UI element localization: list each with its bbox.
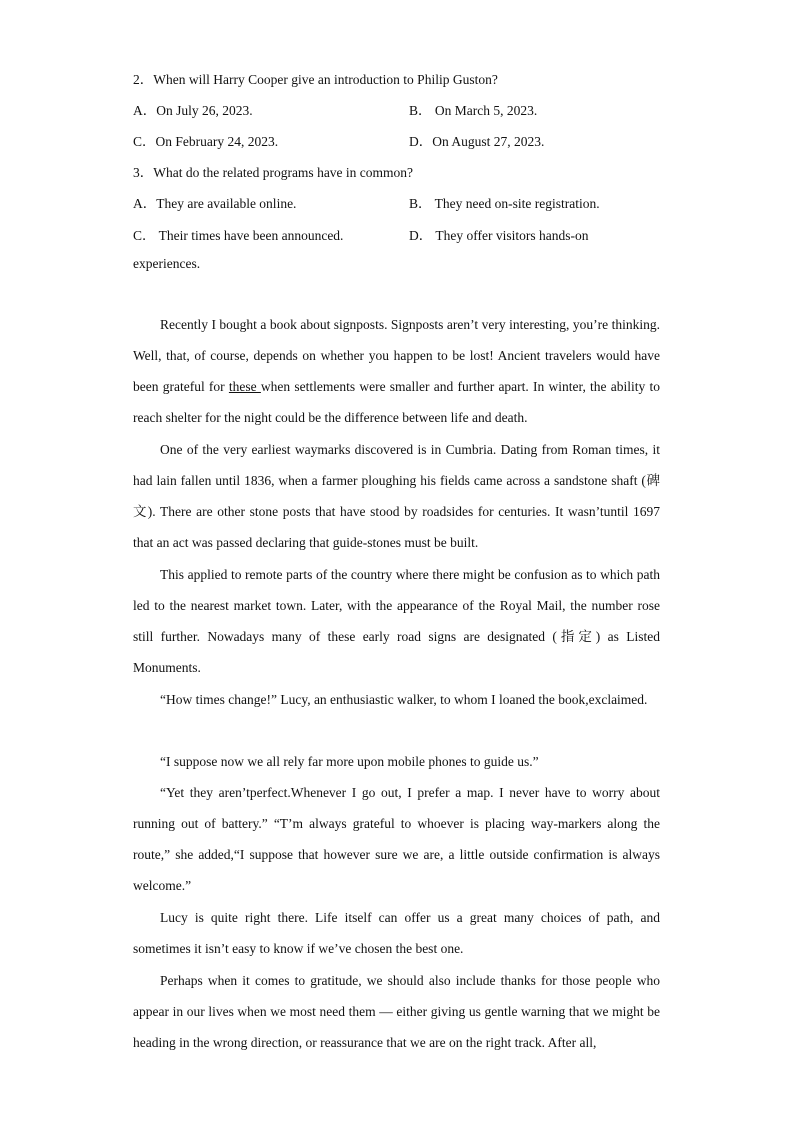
question-2-option-c: C．On February 24, 2023. <box>133 134 279 149</box>
paragraph-4-text: “How times change!” Lucy, an enthusiastic walker, to whom I loaned the book,exclaimed. <box>160 692 648 707</box>
question-2-option-a: A．On July 26, 2023. <box>133 103 253 118</box>
question-3-option-d-continued: experiences. <box>133 256 201 271</box>
paragraph-6-text: “Yet they aren’tperfect.Whenever I go out, I prefer a map. I never have to worry about running out of battery.” “T’m always grateful to whoever is placing way-markers along the route,” she added,“I suppose that however sure we are, a little outside confirmation is always welcome.” <box>133 785 660 894</box>
passage-paragraph-1 <box>133 309 660 433</box>
passage-paragraph-6 <box>133 777 660 901</box>
question-3-option-c: C． Their times have been announced. <box>133 228 344 243</box>
paragraph-5-text: “I suppose now we all rely far more upon mobile phones to guide us.” <box>160 754 539 769</box>
question-3-option-a: A．They are available online. <box>133 196 297 211</box>
paragraph-3-text: This applied to remote parts of the country where there might be confusion as to which path led to the nearest market town. Later, with the appearance of the Royal Mail, the number rose still further. Nowadays many of these early road signs are designated (指定) as Listed Monuments. <box>133 567 660 676</box>
passage-paragraph-8 <box>133 965 660 1058</box>
paragraph-8-text: Perhaps when it comes to gratitude, we should also include thanks for those people who appear in our lives when we most need them — either giving us gentle warning that we might be heading in the wrong direction, or reassurance that we are on the right track. After all, <box>133 973 660 1051</box>
paragraph-1-text-a: Recently I bought a book about signposts. Signposts aren’t very interesting, you’re thinking. Well, that, of course, depends on whether you happen to be lost! Ancient travelers would have been grateful for <box>133 317 660 395</box>
question-3-option-b: B． They need on-site registration. <box>409 196 600 211</box>
passage-paragraph-7 <box>133 902 660 964</box>
passage-paragraph-2 <box>133 434 660 558</box>
question-2-stem: 2．When will Harry Cooper give an introduction to Philip Guston? <box>133 72 498 87</box>
question-2-option-d: D．On August 27, 2023. <box>409 134 545 149</box>
paragraph-1-text-b: when settlements were smaller and further apart. In winter, the ability to reach shelter for the night could be the difference between life and death. <box>133 379 661 426</box>
underlined-word-these: these <box>228 379 261 395</box>
question-2-option-b: B． On March 5, 2023. <box>409 103 538 118</box>
question-3-option-d: D． They offer visitors hands-on <box>409 228 589 243</box>
passage-paragraph-3 <box>133 559 660 683</box>
question-3-stem: 3．What do the related programs have in common? <box>133 165 414 180</box>
paragraph-2-text: One of the very earliest waymarks discovered is in Cumbria. Dating from Roman times, it had lain fallen until 1836, when a farmer ploughing his fields came across a sandstone shaft (碑文). There are other stone posts that have stood by roadsides for centuries. It wasn’tuntil 1697 that an act was passed declaring that guide-stones must be built. <box>133 442 660 551</box>
passage-paragraph-5 <box>133 746 660 777</box>
paragraph-7-text: Lucy is quite right there. Life itself can offer us a great many choices of path, and sometimes it isn’t easy to know if we’ve chosen the best one. <box>133 910 660 957</box>
passage-paragraph-4 <box>133 684 660 715</box>
